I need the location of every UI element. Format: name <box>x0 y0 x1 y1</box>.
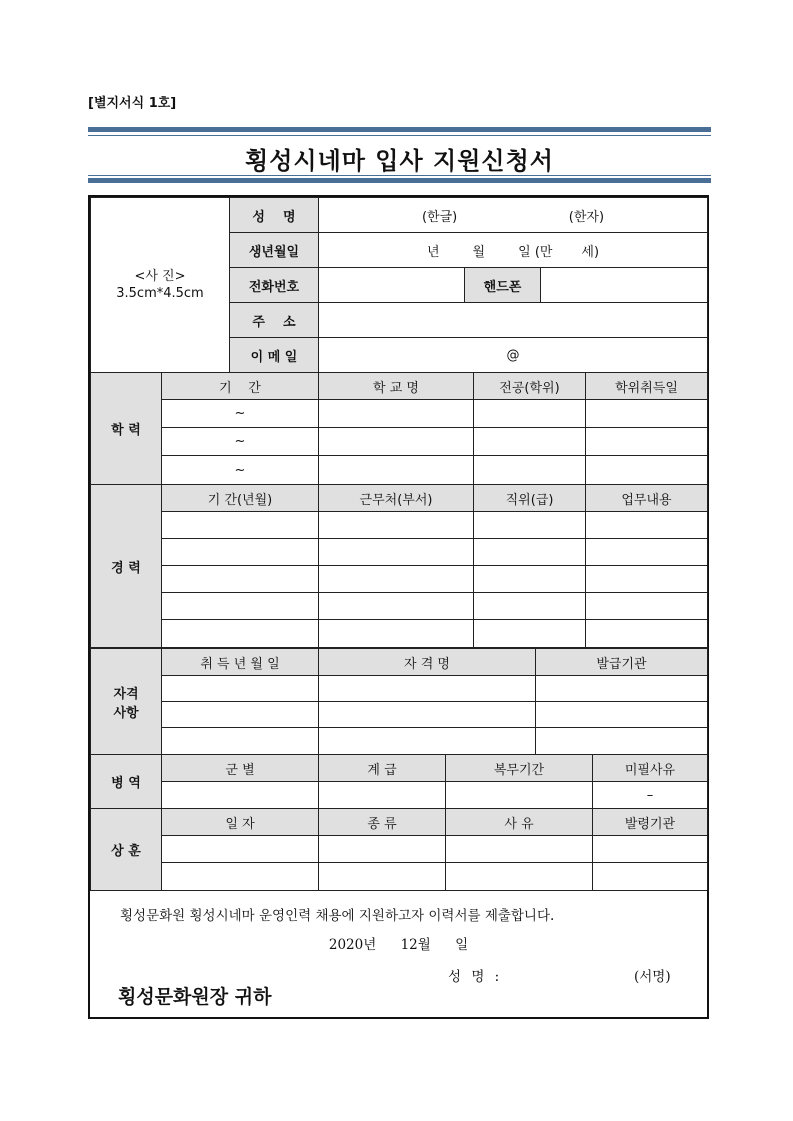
career-cell[interactable] <box>319 539 474 566</box>
military-section-label: 병 역 <box>91 755 162 809</box>
military-table <box>90 754 708 809</box>
license-cell[interactable] <box>319 702 536 728</box>
career-cell[interactable] <box>586 620 708 648</box>
education-period-cell[interactable]: ~ <box>162 400 319 428</box>
birth-field[interactable]: 년 월 일 (만 세) <box>319 233 708 268</box>
title-rule-bottom <box>88 178 711 183</box>
career-cell[interactable] <box>474 620 586 648</box>
license-cell[interactable] <box>319 676 536 702</box>
education-cell[interactable] <box>474 456 586 485</box>
education-cell[interactable] <box>474 400 586 428</box>
education-cell[interactable] <box>586 456 708 485</box>
license-cell[interactable] <box>162 702 319 728</box>
license-cell[interactable] <box>536 676 708 702</box>
career-section-label: 경 력 <box>91 485 162 648</box>
education-section-label: 학 력 <box>91 373 162 485</box>
photo-box[interactable] <box>91 198 230 373</box>
education-header: 학 교 명 <box>319 373 474 400</box>
license-section-label <box>91 649 162 755</box>
license-cell[interactable] <box>162 728 319 755</box>
address-field[interactable] <box>319 303 708 338</box>
career-table <box>90 484 708 648</box>
military-header: 미필사유 <box>593 755 708 782</box>
career-cell[interactable] <box>162 566 319 593</box>
awards-header: 일 자 <box>162 809 319 836</box>
email-label: 이 메 일 <box>230 338 319 373</box>
awards-cell[interactable] <box>446 836 593 863</box>
mobile-field[interactable] <box>541 268 708 303</box>
education-header: 전공(학위) <box>474 373 586 400</box>
education-period-cell[interactable]: ~ <box>162 428 319 456</box>
awards-section-label: 상 훈 <box>91 809 162 891</box>
education-period-cell[interactable]: ~ <box>162 456 319 485</box>
addressee: 횡성문화원장 귀하 <box>118 986 272 1008</box>
career-cell[interactable] <box>319 593 474 620</box>
declaration-date: 2020년 12월 일 <box>328 937 469 953</box>
career-header: 직위(급) <box>474 485 586 512</box>
military-header: 복무기간 <box>446 755 593 782</box>
form-number: [별지서식 1호] <box>88 96 177 111</box>
career-cell[interactable] <box>586 566 708 593</box>
license-cell[interactable] <box>536 728 708 755</box>
awards-table <box>90 808 708 891</box>
awards-header: 종 류 <box>319 809 446 836</box>
photo-size: 3.5cm*4.5cm <box>116 286 204 301</box>
education-cell[interactable] <box>319 428 474 456</box>
career-cell[interactable] <box>162 539 319 566</box>
license-cell[interactable] <box>536 702 708 728</box>
career-cell[interactable] <box>586 593 708 620</box>
career-cell[interactable] <box>474 593 586 620</box>
personal-info-table <box>90 197 708 373</box>
career-cell[interactable] <box>162 593 319 620</box>
signature-label: 성 명 : <box>448 969 500 985</box>
military-cell[interactable] <box>319 782 446 809</box>
address-label: 주 소 <box>230 303 319 338</box>
phone-field[interactable] <box>319 268 465 303</box>
license-table <box>90 648 708 755</box>
awards-cell[interactable] <box>593 863 708 891</box>
education-cell[interactable] <box>474 428 586 456</box>
photo-label: <사 진> <box>134 269 186 284</box>
career-header: 기 간(년월) <box>162 485 319 512</box>
career-cell[interactable] <box>474 566 586 593</box>
career-cell[interactable] <box>586 512 708 539</box>
phone-label: 전화번호 <box>230 268 319 303</box>
career-cell[interactable] <box>474 539 586 566</box>
career-cell[interactable] <box>474 512 586 539</box>
license-cell[interactable] <box>162 676 319 702</box>
email-field[interactable]: @ <box>319 338 708 373</box>
license-section-line1: 자격 <box>113 686 139 702</box>
name-field[interactable]: (한글) (한자) <box>319 198 708 233</box>
education-cell[interactable] <box>586 400 708 428</box>
awards-cell[interactable] <box>446 863 593 891</box>
license-header: 취 득 년 월 일 <box>162 649 319 676</box>
career-cell[interactable] <box>162 620 319 648</box>
title-rule-top <box>88 127 711 132</box>
license-header: 발급기관 <box>536 649 708 676</box>
education-header: 학위취득일 <box>586 373 708 400</box>
license-header: 자 격 명 <box>319 649 536 676</box>
career-cell[interactable] <box>162 512 319 539</box>
education-header: 기 간 <box>162 373 319 400</box>
career-cell[interactable] <box>319 566 474 593</box>
awards-header: 사 유 <box>446 809 593 836</box>
career-cell[interactable] <box>319 620 474 648</box>
license-section-line2: 사항 <box>113 705 139 721</box>
education-cell[interactable] <box>319 456 474 485</box>
name-label: 성 명 <box>230 198 319 233</box>
page-title: 횡성시네마 입사 지원신청서 <box>245 147 554 175</box>
education-cell[interactable] <box>586 428 708 456</box>
military-header: 군 별 <box>162 755 319 782</box>
education-table <box>90 372 708 485</box>
military-cell[interactable] <box>162 782 319 809</box>
awards-cell[interactable] <box>319 863 446 891</box>
title-rule-top-thin <box>88 135 711 136</box>
awards-cell[interactable] <box>593 836 708 863</box>
birth-label: 생년월일 <box>230 233 319 268</box>
career-header: 근무처(부서) <box>319 485 474 512</box>
signature-mark[interactable]: (서명) <box>634 969 671 985</box>
military-header: 계 급 <box>319 755 446 782</box>
awards-header: 발령기관 <box>593 809 708 836</box>
military-cell[interactable] <box>446 782 593 809</box>
title-rule-bottom-thin <box>88 175 711 176</box>
awards-cell[interactable] <box>162 863 319 891</box>
career-header: 업무내용 <box>586 485 708 512</box>
career-cell[interactable] <box>586 539 708 566</box>
awards-cell[interactable] <box>162 836 319 863</box>
declaration-text: 횡성문화원 횡성시네마 운영인력 채용에 지원하고자 이력서를 제출합니다. <box>120 908 555 924</box>
awards-cell[interactable] <box>319 836 446 863</box>
military-exemption-cell[interactable]: – <box>593 782 708 809</box>
career-cell[interactable] <box>319 512 474 539</box>
mobile-label: 핸드폰 <box>465 268 541 303</box>
license-cell[interactable] <box>319 728 536 755</box>
education-cell[interactable] <box>319 400 474 428</box>
